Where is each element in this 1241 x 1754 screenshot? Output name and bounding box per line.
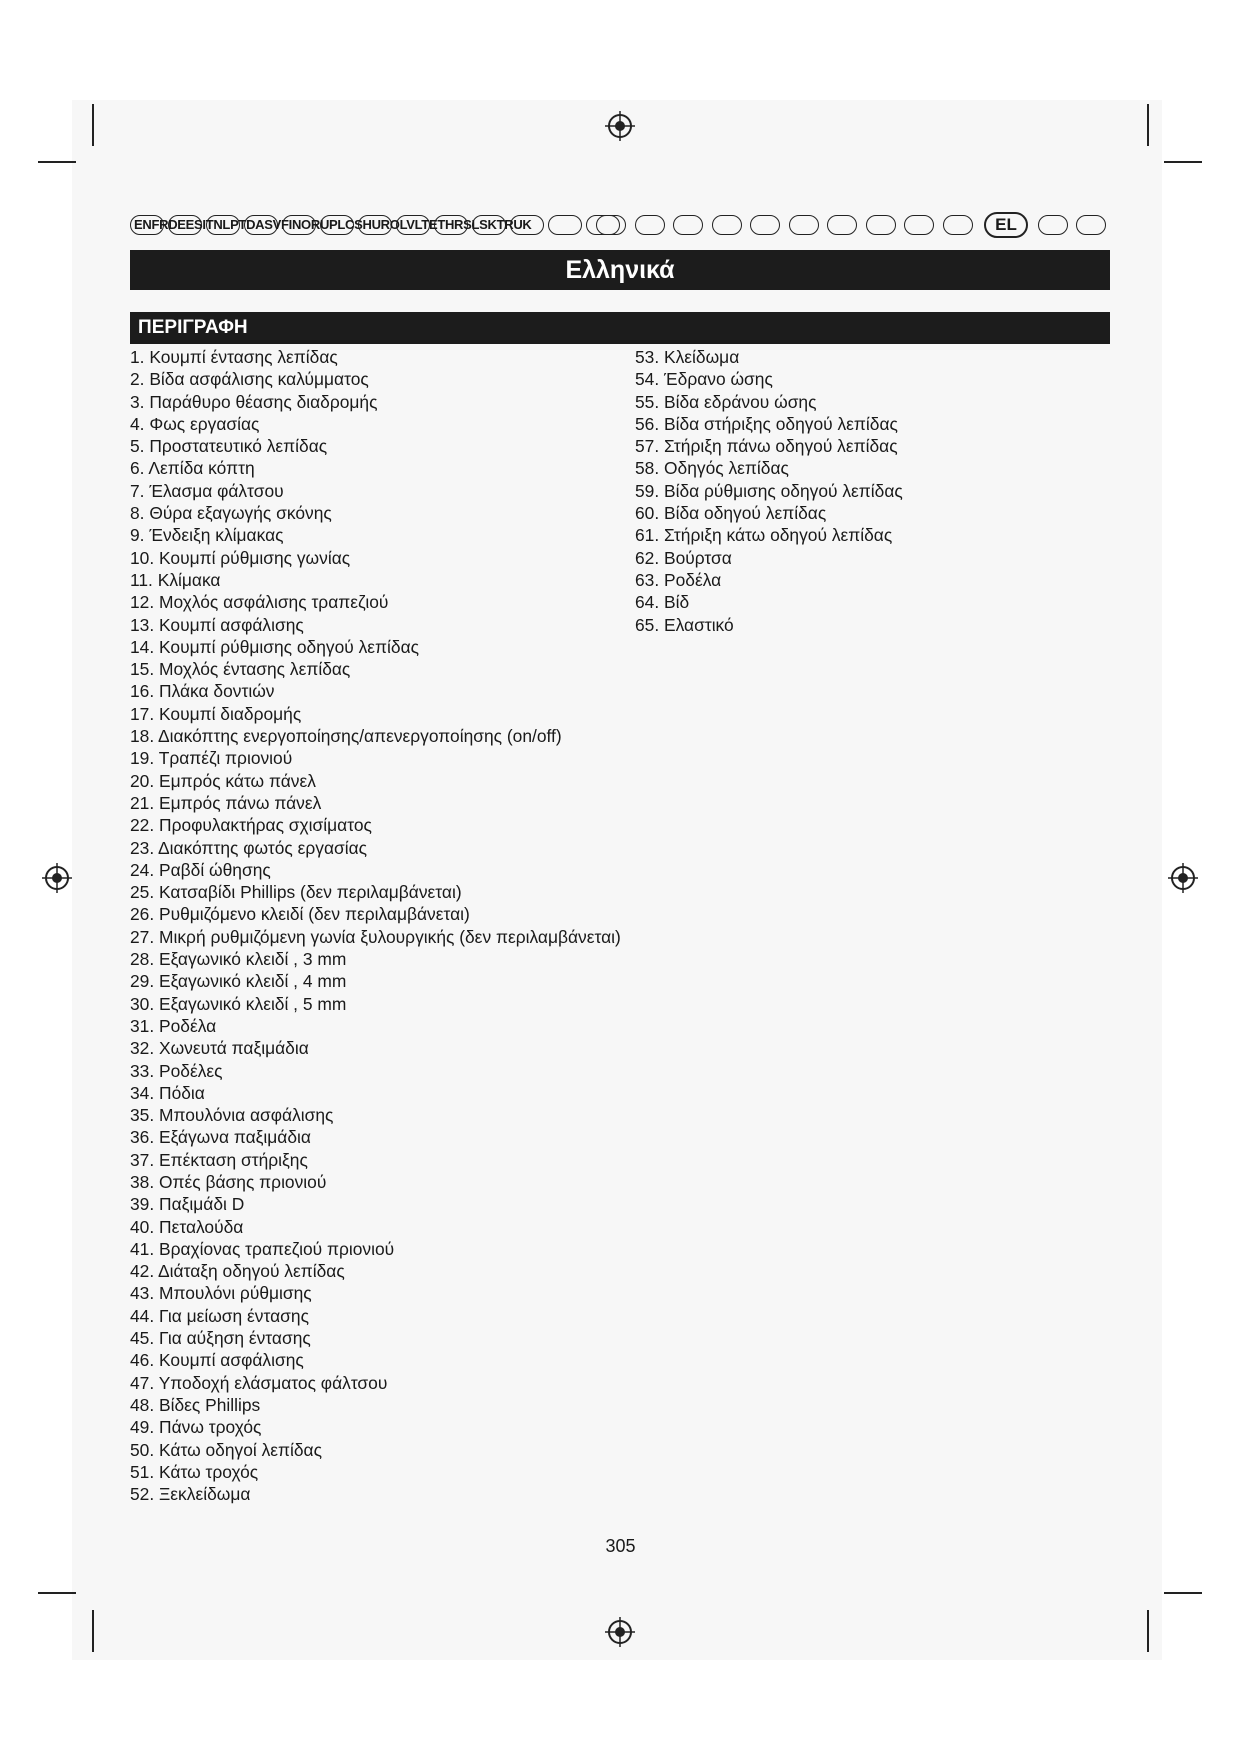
list-item: 51. Κάτω τροχός [130, 1461, 259, 1482]
list-item: 58. Οδηγός λεπίδας [635, 458, 789, 479]
list-item: 2. Βίδα ασφάλισης καλύμματος [130, 369, 369, 390]
list-item: 59. Βίδα ρύθμισης οδηγού λεπίδας [635, 480, 903, 501]
language-pill [789, 215, 819, 235]
list-item: 14. Κουμπί ρύθμισης οδηγού λεπίδας [130, 636, 420, 657]
language-pill [827, 215, 857, 235]
list-item: 56. Βίδα στήριξης οδηγού λεπίδας [635, 413, 898, 434]
list-item: 39. Παξιμάδι D [130, 1194, 245, 1215]
language-pill [712, 215, 742, 235]
description-list-col2 [635, 346, 903, 636]
list-item: 57. Στήριξη πάνω οδηγού λεπίδας [635, 436, 898, 457]
list-item: 10. Κουμπί ρύθμισης γωνίας [130, 547, 351, 568]
registration-mark-icon [605, 1617, 635, 1647]
list-item: 6. Λεπίδα κόπτη [130, 458, 255, 479]
description-list-col1 [130, 346, 621, 1505]
page-title: Ελληνικά [130, 250, 1110, 290]
list-item: 45. Για αύξηση έντασης [130, 1328, 311, 1349]
language-pill [635, 215, 665, 235]
list-item: 26. Ρυθμιζόμενο κλειδί (δεν περιλαμβάνεται) [130, 904, 470, 925]
list-item: 13. Κουμπί ασφάλισης [130, 614, 304, 635]
list-item: 1. Κουμπί έντασης λεπίδας [130, 347, 338, 367]
list-item: 62. Βούρτσα [635, 547, 732, 568]
list-item: 37. Επέκταση στήριξης [130, 1149, 308, 1170]
list-item: 17. Κουμπί διαδρομής [130, 703, 302, 724]
list-item: 44. Για μείωση έντασης [130, 1305, 309, 1326]
list-item: 42. Διάταξη οδηγού λεπίδας [130, 1261, 345, 1282]
list-item: 65. Ελαστικό [635, 614, 734, 635]
crop-mark [38, 161, 76, 163]
list-item: 29. Εξαγωνικό κλειδί , 4 mm [130, 971, 347, 992]
crop-mark [38, 1592, 76, 1594]
crop-mark [1147, 104, 1149, 146]
registration-mark-icon [605, 111, 635, 141]
list-item: 4. Φως εργασίας [130, 413, 260, 434]
list-item: 40. Πεταλούδα [130, 1216, 244, 1237]
list-item: 52. Ξεκλείδωμα [130, 1484, 251, 1505]
list-item: 46. Κουμπί ασφάλισης [130, 1350, 304, 1371]
list-item: 47. Υποδοχή ελάσματος φάλτσου [130, 1372, 388, 1393]
list-item: 5. Προστατευτικό λεπίδας [130, 436, 328, 457]
list-item: 41. Βραχίονας τραπεζιού πριονιού [130, 1238, 395, 1259]
list-item: 53. Κλείδωμα [635, 347, 740, 367]
list-item: 30. Εξαγωνικό κλειδί , 5 mm [130, 993, 347, 1014]
list-item: 49. Πάνω τροχός [130, 1417, 262, 1438]
list-item: 27. Μικρή ρυθμιζόμενη γωνία ξυλουργικής (δεν περιλαμβάνεται) [130, 926, 621, 947]
language-codes: ENFRDEESITNLPTDASVFINORUPLCSHUROLVLTETHRSLSKTRUK [134, 217, 532, 232]
list-item: 16. Πλάκα δοντιών [130, 681, 275, 702]
language-pill [1038, 215, 1068, 235]
registration-mark-icon [1168, 863, 1198, 893]
list-item: 63. Ροδέλα [635, 569, 722, 590]
list-item: 60. Βίδα οδηγού λεπίδας [635, 503, 827, 524]
list-item: 22. Προφυλακτήρας σχισίματος [130, 815, 372, 836]
language-pill [548, 215, 582, 235]
language-pill [596, 215, 626, 235]
language-pill [866, 215, 896, 235]
list-item: 18. Διακόπτης ενεργοποίησης/απενεργοποίησης (on/off) [130, 726, 562, 747]
list-item: 54. Έδρανο ώσης [635, 369, 773, 390]
language-pill [750, 215, 780, 235]
list-item: 64. Βίδ [635, 592, 690, 613]
crop-mark [1147, 1610, 1149, 1652]
language-pill [673, 215, 703, 235]
list-item: 21. Εμπρός πάνω πάνελ [130, 792, 322, 813]
list-item: 55. Βίδα εδράνου ώσης [635, 391, 817, 412]
list-item: 19. Τραπέζι πριονιού [130, 748, 293, 769]
language-pill [1076, 215, 1106, 235]
list-item: 20. Εμπρός κάτω πάνελ [130, 770, 316, 791]
page-number: 305 [605, 1536, 636, 1556]
list-item: 33. Ροδέλες [130, 1060, 223, 1081]
list-item: 23. Διακόπτης φωτός εργασίας [130, 837, 368, 858]
list-item: 8. Θύρα εξαγωγής σκόνης [130, 503, 332, 524]
list-item: 3. Παράθυρο θέασης διαδρομής [130, 391, 378, 412]
language-bar [130, 212, 1110, 238]
list-item: 9. Ένδειξη κλίμακας [130, 525, 284, 546]
language-pill [943, 215, 973, 235]
registration-mark-icon [42, 863, 72, 893]
list-item: 35. Μπουλόνια ασφάλισης [130, 1105, 334, 1126]
list-item: 24. Ραβδί ώθησης [130, 859, 271, 880]
list-item: 48. Βίδες Phillips [130, 1394, 261, 1415]
crop-mark [1164, 1592, 1202, 1594]
list-item: 61. Στήριξη κάτω οδηγού λεπίδας [635, 525, 893, 546]
list-item: 50. Κάτω οδηγοί λεπίδας [130, 1439, 322, 1460]
list-item: 7. Έλασμα φάλτσου [130, 480, 284, 501]
list-item: 28. Εξαγωνικό κλειδί , 3 mm [130, 949, 347, 970]
crop-mark [92, 1610, 94, 1652]
crop-mark [92, 104, 94, 146]
list-item: 43. Μπουλόνι ρύθμισης [130, 1283, 312, 1304]
list-item: 25. Κατσαβίδι Phillips (δεν περιλαμβάνεται) [130, 882, 462, 903]
list-item: 34. Πόδια [130, 1082, 205, 1103]
list-item: 12. Μοχλός ασφάλισης τραπεζιού [130, 592, 389, 613]
list-item: 38. Οπές βάσης πριονιού [130, 1171, 327, 1192]
section-heading: ΠΕΡΙΓΡΑΦΗ [130, 312, 1110, 344]
list-item: 32. Χωνευτά παξιμάδια [130, 1038, 309, 1059]
list-item: 36. Εξάγωνα παξιμάδια [130, 1127, 311, 1148]
list-item: 15. Μοχλός έντασης λεπίδας [130, 659, 351, 680]
crop-mark [1164, 161, 1202, 163]
list-item: 31. Ροδέλα [130, 1015, 217, 1036]
list-item: 11. Κλίμακα [130, 569, 221, 590]
language-active-el: EL [984, 212, 1028, 238]
language-pill [904, 215, 934, 235]
